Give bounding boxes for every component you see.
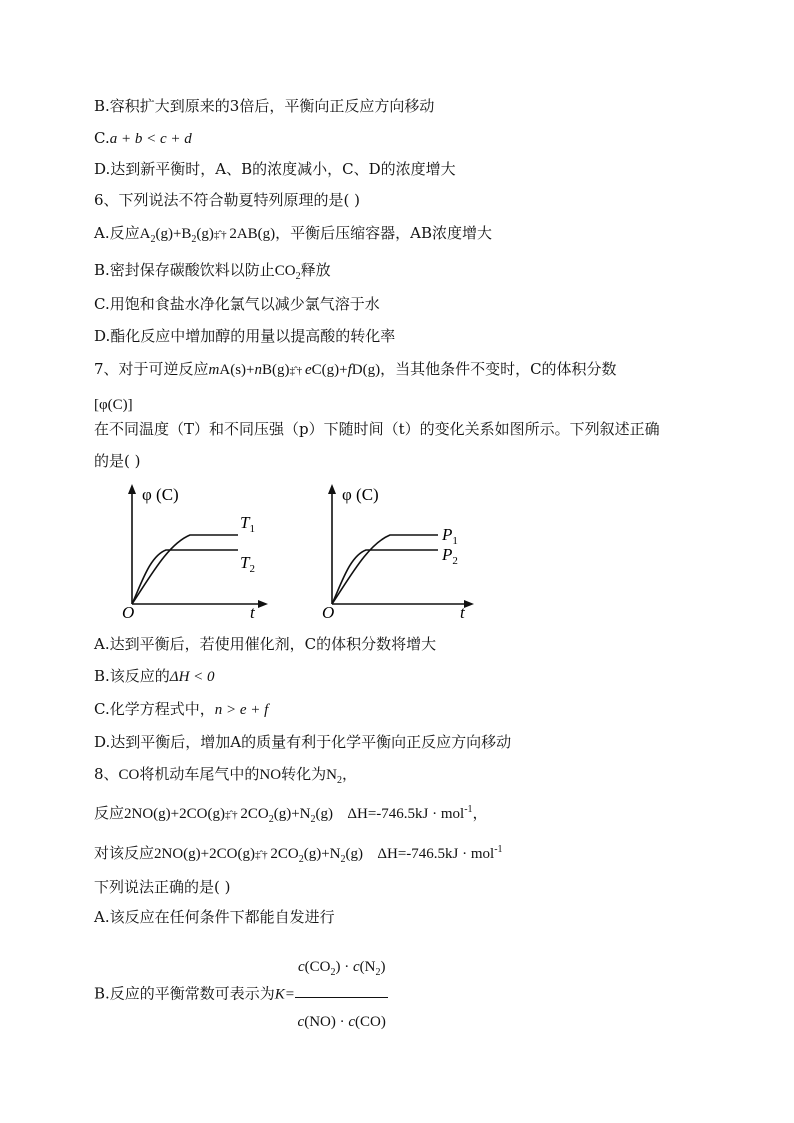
q8-option-b-prefix: B.反应的平衡常数可表示为: [94, 984, 275, 1003]
q6-option-a: [94, 223, 492, 250]
q7-line2: 在不同温度（T）和不同压强（p）下随时间（t）的变化关系如图所示。下列叙述正确: [94, 420, 660, 438]
q7-option-b-prefix: B.该反应的: [94, 667, 170, 685]
chart-temperature: [118, 482, 268, 620]
fraction-denominator: c(NO) · c(CO): [297, 1014, 386, 1030]
q7-phi: [φ(C)]: [94, 397, 133, 413]
q6-option-b-prefix: B.密封保存碳酸饮料以防止: [94, 261, 275, 279]
q7-option-c-prefix: C.化学方程式中，: [94, 700, 215, 718]
q8-enthalpy-value: ΔH=-746.5kJ · mol: [347, 806, 465, 822]
q8-stem-mid2: 转化为: [281, 765, 327, 783]
q5-option-c-expr: a + b < c + d: [109, 131, 192, 147]
no-formula: NO: [259, 767, 282, 783]
q8-reaction-line: [94, 800, 488, 830]
q7-equation: mA(s)+nB(g)‡ˆ† eC(g)+fD(g): [208, 362, 381, 378]
chart-pressure-origin: O: [322, 603, 335, 620]
chart-temperature-origin: O: [122, 603, 135, 620]
q8-equation: 2NO(g)+2CO(g)‡ˆ† $2CO_2(g)+N_2(g)$: [124, 806, 334, 825]
q8-enthalpy-exp-2: -1: [494, 844, 503, 855]
q7-stem: [94, 359, 617, 381]
q7-option-b-expr: ΔH < 0: [169, 669, 215, 685]
q6-option-a-suffix: ，平衡后压缩容器，AB浓度增大: [275, 224, 493, 242]
chart-temperature-xlabel: t: [250, 603, 255, 620]
q6-option-c: C.用饱和食盐水净化氯气以减少氯气溶于水: [94, 295, 380, 313]
q7-option-c: [94, 699, 268, 720]
chart-pressure-ylabel: φ (C): [342, 485, 379, 504]
q8-enthalpy-sep: ，: [472, 804, 488, 822]
equilibrium-constant-symbol: K=: [274, 986, 295, 1003]
q7-option-a: A.达到平衡后，若使用催化剂，C的体积分数将增大: [94, 635, 437, 653]
series-p2-label: $P_2$: [442, 545, 458, 567]
series-t1-label: $T_1$: [240, 513, 255, 535]
chart-pressure-xlabel: t: [460, 603, 465, 620]
q5-option-d: D.达到新平衡时，A、B的浓度减小，C、D的浓度增大: [94, 160, 456, 178]
q7-option-d: D.达到平衡后，增加A的质量有利于化学平衡向正反应方向移动: [94, 733, 512, 751]
co-formula: CO: [118, 767, 140, 783]
series-p1-label: $P_1$: [442, 525, 458, 547]
co2-formula: $CO_2$: [274, 263, 301, 282]
q5-option-c: [94, 128, 192, 149]
fraction-numerator: $c(CO_2) \cdot c(N_2)$: [295, 944, 389, 998]
q6-equation: $A_2(g)+B_2(g)\ddagger ˆ\dagger$ 2AB(g): [139, 226, 276, 245]
n2-formula: $N_2$: [326, 767, 342, 786]
q7-stem-prefix: 7、对于可逆反应: [94, 360, 209, 378]
series-p2-line: [332, 550, 438, 604]
series-t2-label: $T_2$: [240, 553, 255, 575]
q8-equation-2: 2NO(g)+2CO(g)‡ˆ† $2CO_2(g)+N_2(g)$: [154, 846, 364, 865]
q7-stem-suffix: ，当其他条件不变时，C的体积分数: [380, 360, 617, 378]
q6-option-d: D.酯化反应中增加醇的用量以提高酸的转化率: [94, 327, 396, 345]
chart-temperature-ylabel: φ (C): [142, 485, 179, 504]
q8-reaction-line-2: [94, 840, 503, 870]
q8-enthalpy-value-2: ΔH=-746.5kJ · mol: [377, 846, 495, 862]
q8-option-b: [94, 944, 388, 1045]
q8-enthalpy: [347, 806, 472, 822]
equilibrium-constant-fraction: [295, 944, 389, 1045]
q6-option-b-suffix: 释放: [300, 261, 331, 279]
q8-reaction-prefix-2: 对该反应: [94, 844, 155, 862]
q8-stem: 8、CO将机动车尾气中的NO转化为$N_2$，: [94, 765, 357, 786]
q6-option-a-prefix: A.反应: [94, 224, 140, 242]
q8-ask: 下列说法正确的是( ): [94, 878, 231, 896]
q5-option-c-prefix: C.: [94, 129, 110, 147]
q8-enthalpy-exp: -1: [464, 804, 473, 815]
q5-option-b: B.容积扩大到原来的3倍后，平衡向正反应方向移动: [94, 97, 435, 115]
q8-option-a: A.该反应在任何条件下都能自发进行: [94, 908, 335, 926]
q6-stem: 6、下列说法不符合勒夏特列原理的是( ): [94, 191, 361, 209]
chart-pressure: [318, 482, 474, 620]
q7-option-b: [94, 666, 215, 687]
series-t2-line: [132, 550, 238, 604]
q8-enthalpy-2: [377, 846, 502, 862]
q7-line3: 的是( ): [94, 452, 141, 470]
q8-stem-mid: 将机动车尾气中的: [139, 765, 260, 783]
q8-reaction-prefix: 反应: [94, 804, 125, 822]
q6-option-b: [94, 260, 331, 287]
q7-option-c-expr: n > e + f: [214, 702, 269, 718]
